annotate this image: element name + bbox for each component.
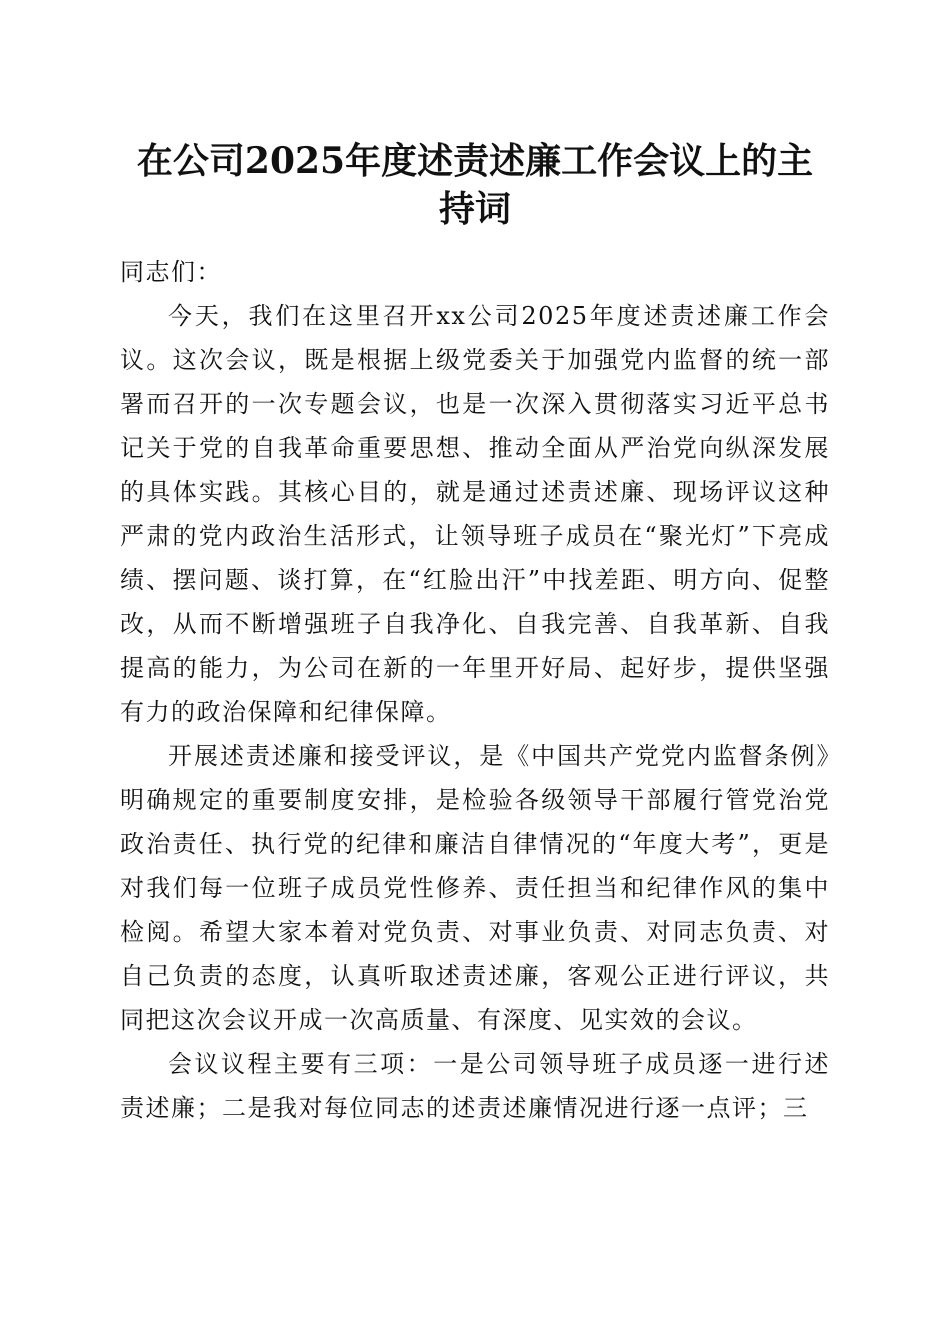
document-body xyxy=(120,250,830,1130)
document-title: 在公司2025年度述责述廉工作会议上的主持词 xyxy=(136,140,814,230)
paragraph-agenda: 会议议程主要有三项：一是公司领导班子成员逐一进行述责述廉；二是我对每位同志的述责述廉情况进行逐一点评；三 xyxy=(120,1050,830,1122)
salutation: 同志们： xyxy=(120,258,222,286)
paragraph-significance: 开展述责述廉和接受评议，是《中国共产党党内监督条例》明确规定的重要制度安排，是检验各级领导干部履行管党治党政治责任、执行党的纪律和廉洁自律情况的“年度大考”，更是对我们每一位班子成员党性修养、责任担当和纪律作风的集中检阅。希望大家本着对党负责、对事业负责、对同志负责、对自己负责的态度，认真听取述责述廉，客观公正进行评议，共同把这次会议开成一次高质量、有深度、见实效的会议。 xyxy=(120,742,830,1034)
paragraph-opening: 今天，我们在这里召开xx公司2025年度述责述廉工作会议。这次会议，既是根据上级党委关于加强党内监督的统一部署而召开的一次专题会议，也是一次深入贯彻落实习近平总书记关于党的自我革命重要思想、推动全面从严治党向纵深发展的具体实践。其核心目的，就是通过述责述廉、现场评议这种严肃的党内政治生活形式，让领导班子成员在“聚光灯”下亮成绩、摆问题、谈打算，在“红脸出汗”中找差距、明方向、促整改，从而不断增强班子自我净化、自我完善、自我革新、自我提高的能力，为公司在新的一年里开好局、起好步，提供坚强有力的政治保障和纪律保障。 xyxy=(120,302,830,726)
